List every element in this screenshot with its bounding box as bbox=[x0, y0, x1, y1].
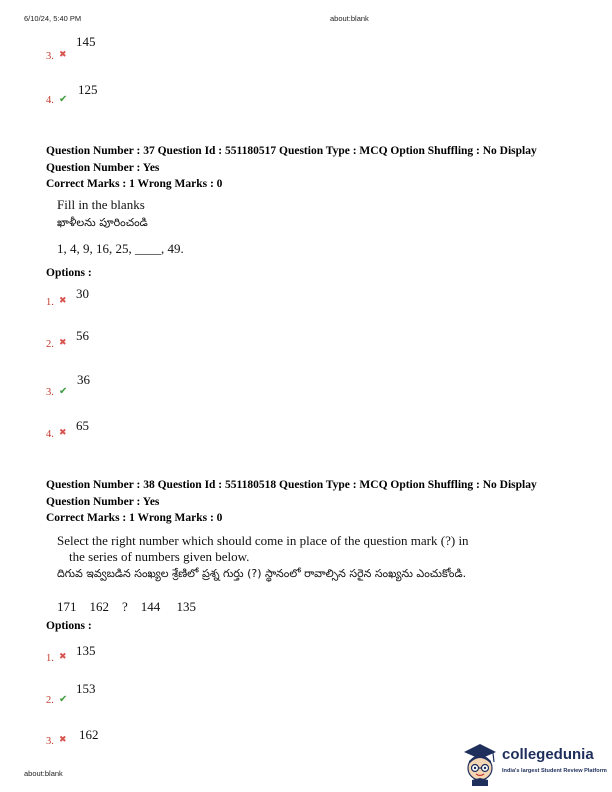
option-value: 65 bbox=[76, 418, 89, 433]
option-value: 162 bbox=[79, 727, 99, 742]
question-37-number-line: Question Number : Yes bbox=[46, 161, 160, 174]
question-38-header bbox=[46, 477, 586, 527]
question-38-sequence: 171 162 ? 144 135 bbox=[57, 599, 197, 614]
question-38-meta: Question Number : 38 Question Id : 551180518 Question Type : MCQ Option Shuffling : No Display bbox=[46, 479, 537, 491]
option-value: 125 bbox=[78, 82, 98, 97]
question-37-marks: Correct Marks : 1 Wrong Marks : 0 bbox=[46, 178, 223, 190]
option-number: 2. bbox=[46, 695, 54, 706]
option-value: 135 bbox=[76, 643, 96, 658]
print-datetime: 6/10/24, 5:40 PM bbox=[24, 14, 82, 23]
correct-icon: ✔ bbox=[59, 694, 68, 705]
wrong-icon: ✖ bbox=[59, 735, 67, 745]
question-38-options-label: Options : bbox=[46, 620, 92, 632]
collegedunia-logo bbox=[460, 742, 610, 788]
option-value: 153 bbox=[76, 681, 96, 696]
question-37-options-label: Options : bbox=[46, 267, 92, 279]
wrong-icon: ✖ bbox=[59, 338, 67, 348]
option-number: 3. bbox=[46, 736, 54, 747]
correct-icon: ✔ bbox=[59, 94, 68, 105]
question-38-number-line: Question Number : Yes bbox=[46, 495, 160, 508]
question-38-text-en-1: Select the right number which should come in place of the question mark (?) in bbox=[57, 533, 469, 548]
option-number: 4. bbox=[46, 429, 54, 440]
footer-url: about:blank bbox=[24, 769, 63, 778]
question-38-text-en-2: the series of numbers given below. bbox=[69, 549, 250, 564]
option-number: 1. bbox=[46, 297, 54, 308]
option-number: 2. bbox=[46, 339, 54, 350]
mascot-icon bbox=[460, 742, 500, 786]
option-value: 36 bbox=[77, 372, 90, 387]
correct-icon: ✔ bbox=[59, 386, 68, 397]
wrong-icon: ✖ bbox=[59, 50, 67, 60]
wrong-icon: ✖ bbox=[59, 652, 67, 662]
option-value: 30 bbox=[76, 286, 89, 301]
wrong-icon: ✖ bbox=[59, 296, 67, 306]
question-37-text-te: ఖాళీలను పూరించండి bbox=[57, 216, 148, 229]
option-number: 4. bbox=[46, 95, 54, 106]
question-37-meta: Question Number : 37 Question Id : 551180517 Question Type : MCQ Option Shuffling : No Display bbox=[46, 145, 537, 157]
option-value: 145 bbox=[76, 34, 96, 49]
option-number: 1. bbox=[46, 653, 54, 664]
question-37-sequence: 1, 4, 9, 16, 25, ____, 49. bbox=[57, 241, 184, 256]
question-38-text-te: దిగువ ఇవ్వబడిన సంఖ్యల శ్రేణిలో ప్రశ్న గుర్తు (?) స్థానంలో రావాల్సిన సరైన సంఖ్యను ఎంచుకోండి. bbox=[57, 567, 467, 580]
logo-tagline: India's largest Student Review Platform bbox=[502, 768, 607, 774]
option-number: 3. bbox=[46, 387, 54, 398]
option-number: 3. bbox=[46, 51, 54, 62]
question-38-marks: Correct Marks : 1 Wrong Marks : 0 bbox=[46, 512, 223, 524]
logo-wordmark: collegedunia bbox=[502, 746, 594, 763]
print-url: about:blank bbox=[330, 14, 369, 23]
wrong-icon: ✖ bbox=[59, 428, 67, 438]
question-37-text-en: Fill in the blanks bbox=[57, 197, 145, 212]
option-value: 56 bbox=[76, 328, 89, 343]
question-37-header bbox=[46, 143, 586, 193]
